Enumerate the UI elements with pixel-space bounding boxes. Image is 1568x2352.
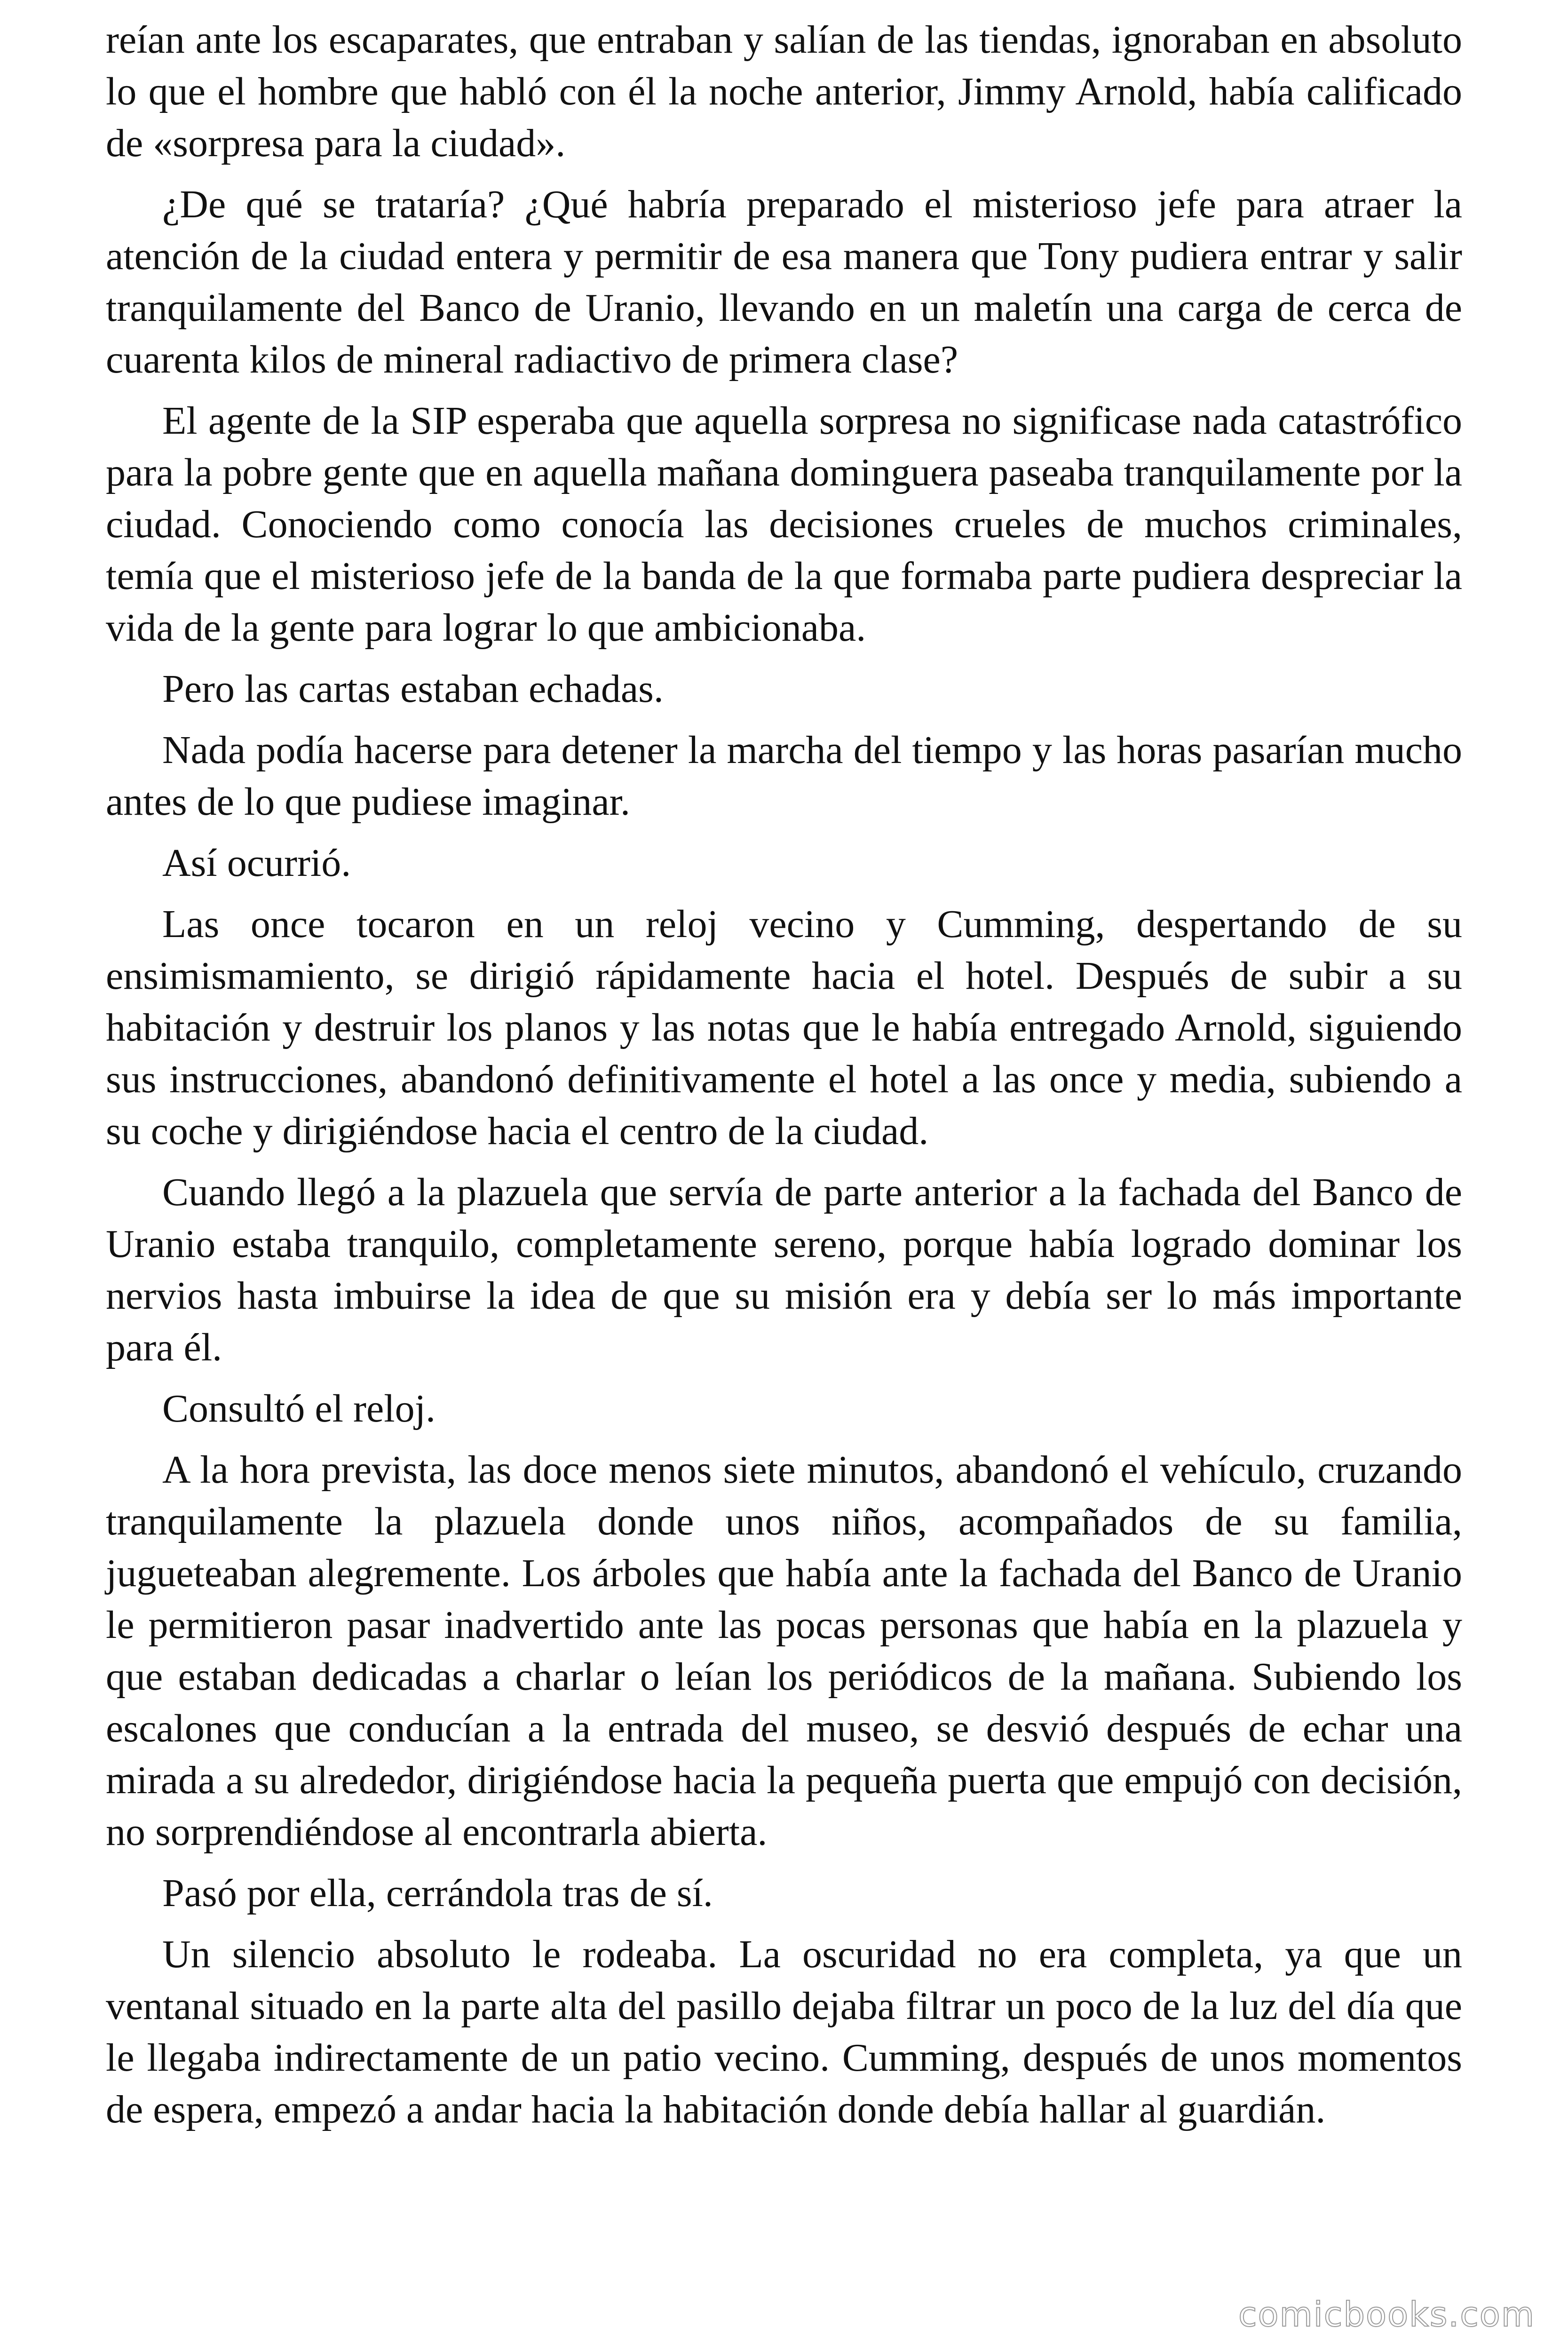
paragraph-6: Así ocurrió. xyxy=(162,841,351,885)
paragraph-7: Las once tocaron en un reloj vecino y Cumming, despertando de su ensimismamiento, se dirigió rápidamente hacia el hotel. Después de subir a su habitación y destruir los planos y las notas que le había entregado Arnold, siguiendo sus instrucciones, abandonó definitivamente el hotel a las once y media, subiendo a su coche y dirigiéndose hacia el centro de la ciudad. xyxy=(106,902,1462,1153)
paragraph-10: A la hora prevista, las doce menos siete minutos, abandonó el vehículo, cruzando tranquilamente la plazuela donde unos niños, acompañados de su familia, jugueteaban alegremente. Los árboles que había ante la fachada del Banco de Uranio le permitieron pasar inadvertido ante las pocas personas que había en la plazuela y que estaban dedicadas a charlar o leían los periódicos de la mañana. Subiendo los escalones que conducían a la entrada del museo, se desvió después de echar una mirada a su alrededor, dirigiéndose hacia la pequeña puerta que empujó con decisión, no sorprendiéndose al encontrarla abierta. xyxy=(106,1448,1462,1854)
paragraph-3: El agente de la SIP esperaba que aquella sorpresa no significase nada catastrófico para la pobre gente que en aquella mañana dominguera paseaba tranquilamente por la ciudad. Conociendo como conocía las decisiones crueles de muchos criminales, temía que el misterioso jefe de la banda de la que formaba parte pudiera despreciar la vida de la gente para lograr lo que ambicionaba. xyxy=(106,399,1462,650)
paragraph-12: Un silencio absoluto le rodeaba. La oscuridad no era completa, ya que un ventanal situado en la parte alta del pasillo dejaba filtrar un poco de la luz del día que le llegaba indirectamente de un patio vecino. Cumming, después de unos momentos de espera, empezó a andar hacia la habitación donde debía hallar al guardián. xyxy=(106,1932,1462,2131)
paragraph-11: Pasó por ella, cerrándola tras de sí. xyxy=(162,1871,713,1915)
watermark: comicbooks.com xyxy=(1238,2295,1535,2334)
paragraph-2: ¿De qué se trataría? ¿Qué habría preparado el misterioso jefe para atraer la atención de la ciudad entera y permitir de esa manera que Tony pudiera entrar y salir tranquilamente del Banco de Uranio, llevando en un maletín una carga de cerca de cuarenta kilos de mineral radiactivo de primera clase? xyxy=(106,183,1462,381)
paragraph-1: reían ante los escaparates, que entraban y salían de las tiendas, ignoraban en absoluto lo que el hombre que habló con él la noche anterior, Jimmy Arnold, había calificado de «sorpresa para la ciudad». xyxy=(106,18,1462,165)
paragraph-4: Pero las cartas estaban echadas. xyxy=(162,667,664,711)
paragraph-9: Consultó el reloj. xyxy=(162,1387,436,1430)
paragraph-8: Cuando llegó a la plazuela que servía de parte anterior a la fachada del Banco de Uranio estaba tranquilo, completamente sereno, porque había logrado dominar los nervios hasta imbuirse la idea de que su misión era y debía ser lo más importante para él. xyxy=(106,1170,1462,1369)
page-body xyxy=(106,14,1462,2145)
paragraph-5: Nada podía hacerse para detener la marcha del tiempo y las horas pasarían mucho antes de lo que pudiese imaginar. xyxy=(106,728,1462,824)
